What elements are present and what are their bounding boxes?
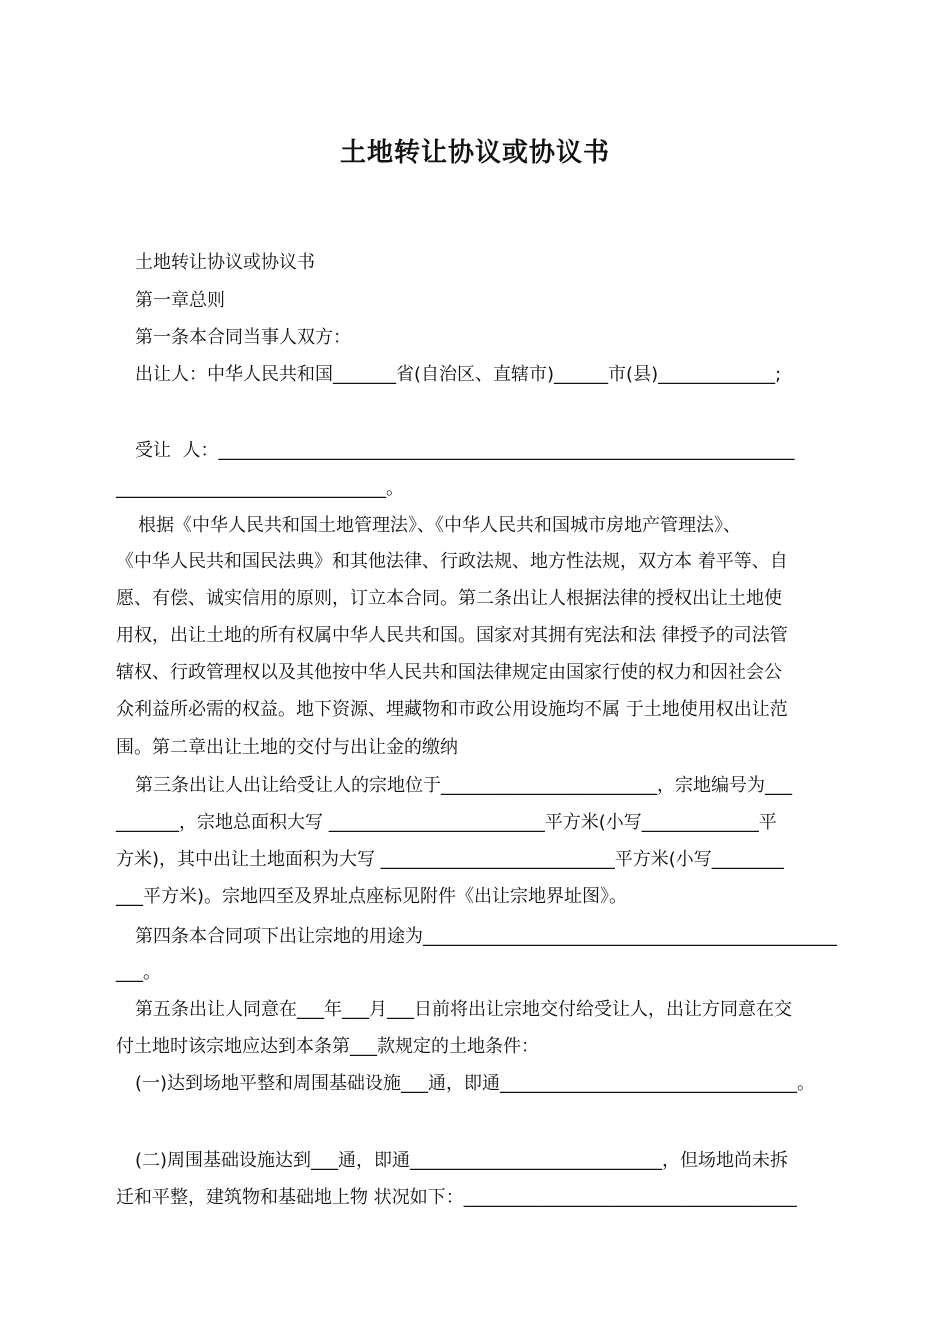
body-line: 辖权、行政管理权以及其他按中华人民共和国法律规定由国家行使的权力和因社会公 [116, 662, 782, 683]
transferor-line: 出让人：中华人民共和国_______省(自治区、直辖市)______市(县)_____________; [135, 364, 782, 385]
body-line: 愿、有偿、诚实信用的原则，订立本合同。第二条出让人根据法律的授权出让土地使 [116, 588, 782, 609]
article-three-line: _______，宗地总面积大写 ________________________平方米(小写_____________平 [116, 812, 777, 833]
transferee-line-cont: ______________________________。 [116, 478, 404, 499]
body-line: 围。第二章出让土地的交付与出让金的缴纳 [116, 737, 458, 758]
transferee-line: 受让 人：________________________________________________________________ [135, 440, 795, 461]
article-three-line: 方米)，其中出让土地面积为大写 __________________________平方米(小写________ [116, 849, 784, 870]
condition-two-line: (二)周围基础设施达到___通，即通____________________________，但场地尚未拆 [135, 1150, 789, 1171]
article-four-line: 第四条本合同项下出让宗地的用途为______________________________________________ [135, 926, 837, 947]
chapter-heading: 第一章总则 [135, 290, 225, 311]
article-three-line: 第三条出让人出让给受让人的宗地位于________________________，宗地编号为___ [135, 775, 792, 796]
body-line: 《中华人民共和国民法典》和其他法律、行政法规、地方性法规，双方本 着平等、自 [116, 551, 788, 572]
body-line: 用权，出让土地的所有权属中华人民共和国。国家对其拥有宪法和法 律授予的司法管 [116, 625, 788, 646]
document-title: 土地转让协议或协议书 [339, 138, 610, 168]
article-five-line: 付土地时该宗地应达到本条第___款规定的土地条件： [116, 1036, 539, 1057]
article-five-line: 第五条出让人同意在___年___月___日前将出让宗地交付给受让人，出让方同意在交 [135, 999, 792, 1020]
body-line: 众利益所必需的权益。地下资源、埋藏物和市政公用设施均不属 于土地使用权出让范 [116, 699, 788, 720]
article-three-line: ___平方米)。宗地四至及界址点座标见附件《出让宗地界址图》。 [116, 886, 628, 907]
article-line: 第一条本合同当事人双方： [135, 327, 351, 348]
condition-two-line: 迁和平整，建筑物和基础地上物 状况如下：_____________________________________ [116, 1187, 797, 1208]
paragraph-heading: 土地转让协议或协议书 [135, 252, 315, 273]
body-line: 根据《中华人民共和国土地管理法》、《中华人民共和国城市房地产管理法》、 [138, 515, 741, 536]
article-four-line: ___。 [116, 962, 161, 983]
condition-one-line: (一)达到场地平整和周围基础设施___通，即通_________________________________。 [135, 1073, 816, 1094]
